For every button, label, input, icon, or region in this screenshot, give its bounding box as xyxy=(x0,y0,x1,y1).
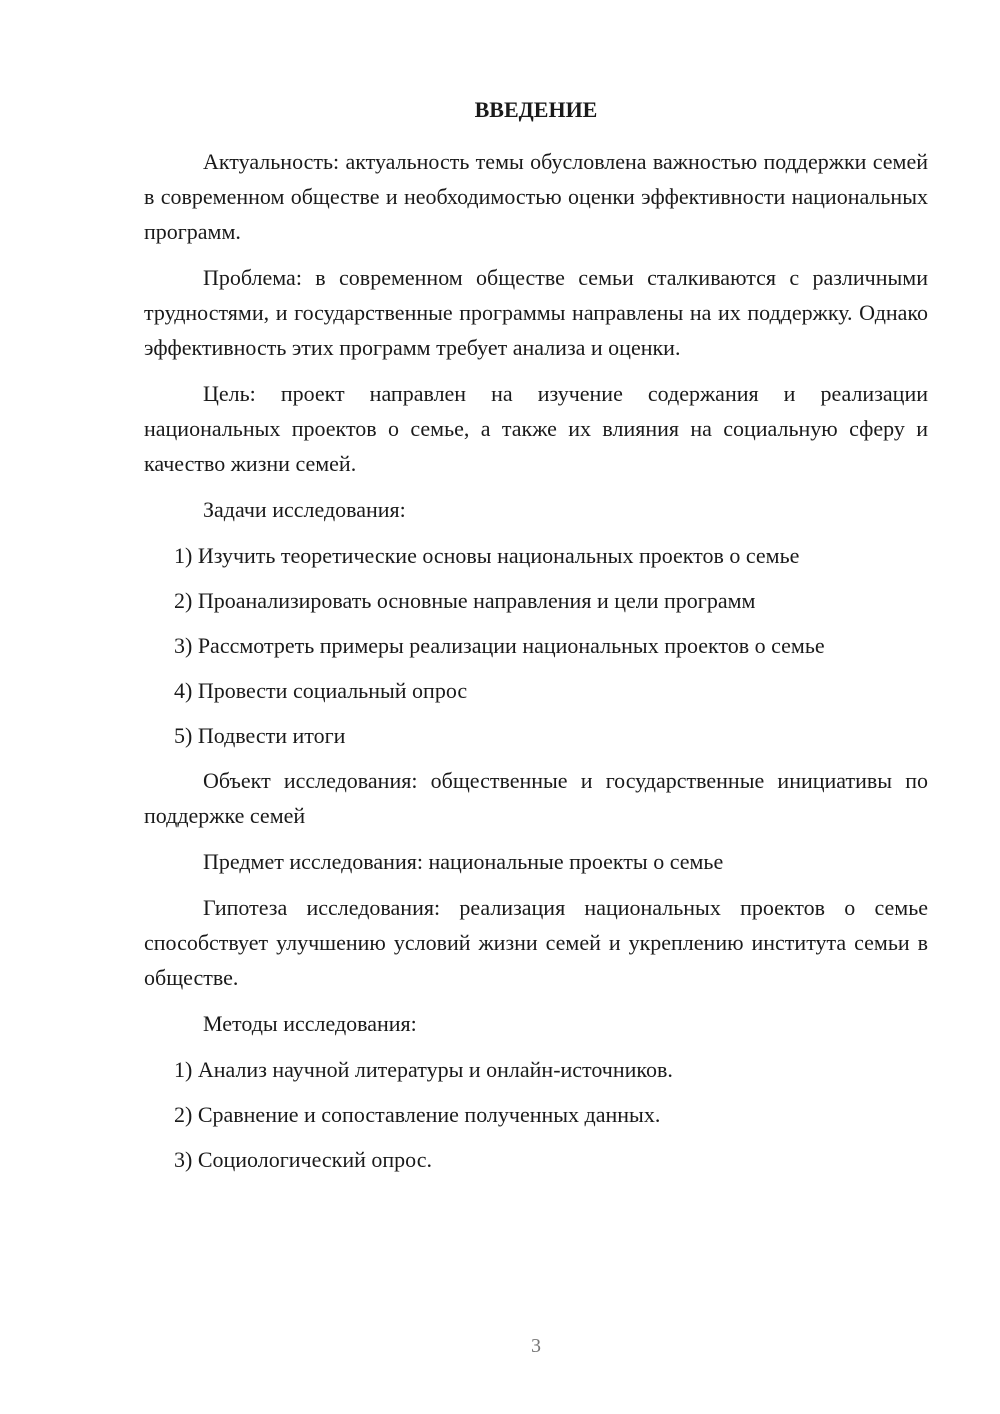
task-item: 3) Рассмотреть примеры реализации национальных проектов о семье xyxy=(174,633,825,658)
tasks-title: Задачи исследования: xyxy=(203,497,406,522)
methods-list xyxy=(144,1052,928,1177)
method-item: 1) Анализ научной литературы и онлайн-источников. xyxy=(174,1057,673,1082)
section-heading: ВВЕДЕНИЕ xyxy=(474,97,598,122)
task-item: 4) Провести социальный опрос xyxy=(174,678,468,703)
methods-title: Методы исследования: xyxy=(203,1011,417,1036)
object-paragraph: Объект исследования: общественные и государственные инициативы по поддержке семей xyxy=(144,768,928,828)
method-item: 2) Сравнение и сопоставление полученных данных. xyxy=(174,1102,661,1127)
task-item: 5) Подвести итоги xyxy=(174,723,346,748)
tasks-list xyxy=(144,538,928,753)
subject-paragraph: Предмет исследования: национальные проекты о семье xyxy=(203,849,724,874)
page-number: 3 xyxy=(531,1335,541,1357)
goal-paragraph: Цель: проект направлен на изучение содержания и реализации национальных проектов о семье, а также их влияния на социальную сферу и качество жизни семей. xyxy=(144,381,928,476)
problem-paragraph: Проблема: в современном обществе семьи сталкиваются с различными трудностями, и государственные программы направлены на их поддержку. Однако эффективность этих программ требует анализа и оценки. xyxy=(144,265,928,360)
method-item: 3) Социологический опрос. xyxy=(174,1147,432,1172)
task-item: 2) Проанализировать основные направления и цели программ xyxy=(174,588,756,613)
task-item: 1) Изучить теоретические основы национальных проектов о семье xyxy=(174,543,800,568)
page-content xyxy=(144,96,928,1187)
relevance-paragraph: Актуальность: актуальность темы обусловлена важностью поддержки семей в современном обществе и необходимостью оценки эффективности национальных программ. xyxy=(144,149,928,244)
hypothesis-paragraph: Гипотеза исследования: реализация национальных проектов о семье способствует улучшению условий жизни семей и укреплению института семьи в обществе. xyxy=(144,895,928,990)
